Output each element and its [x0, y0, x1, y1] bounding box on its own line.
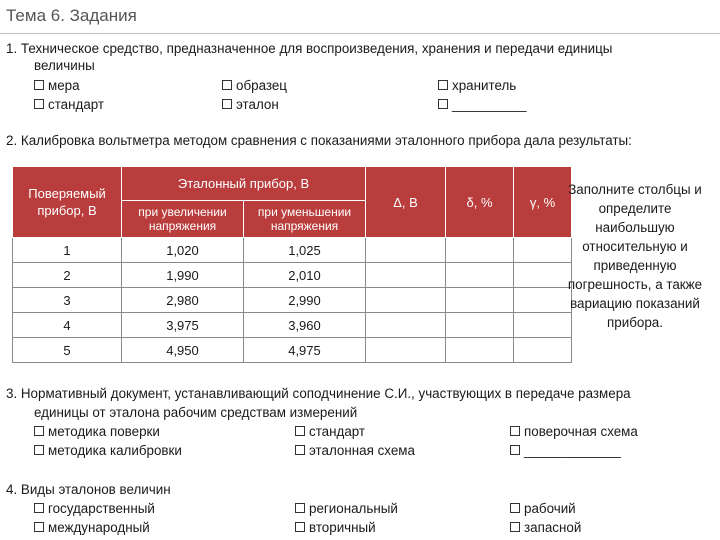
- q1-text-line2: величины: [34, 58, 95, 73]
- cell-decrease: 2,990: [244, 288, 366, 313]
- checkbox-icon: [34, 503, 44, 513]
- page-title: Тема 6. Задания: [6, 6, 137, 25]
- q1-text-line1: 1. Техническое средство, предназначенное для воспроизведения, хранения и передачи единицы: [6, 41, 613, 56]
- cell-decrease: 4,975: [244, 338, 366, 363]
- answer-cell[interactable]: [446, 263, 514, 288]
- q4-option-5[interactable]: вторичный: [295, 519, 376, 536]
- checkbox-icon: [510, 426, 520, 436]
- table-row: [13, 288, 572, 313]
- q4-text: 4. Виды эталонов величин: [6, 482, 171, 497]
- q1-option-6[interactable]: __________: [438, 96, 526, 113]
- answer-cell[interactable]: [514, 338, 572, 363]
- cell-checked: 2: [13, 263, 122, 288]
- answer-cell[interactable]: [366, 313, 446, 338]
- cell-decrease: 1,025: [244, 238, 366, 263]
- cell-increase: 4,950: [122, 338, 244, 363]
- q3-option-4[interactable]: методика калибровки: [34, 442, 182, 459]
- answer-cell[interactable]: [446, 313, 514, 338]
- task-instructions: Заполните столбцы и определите наибольшую относительную и приведенную погрешность, а также вариацию показаний прибора.: [567, 182, 703, 330]
- checkbox-icon: [34, 99, 44, 109]
- answer-cell[interactable]: [366, 263, 446, 288]
- checkbox-icon: [510, 522, 520, 532]
- checkbox-icon: [438, 80, 448, 90]
- checkbox-icon: [295, 426, 305, 436]
- q4-option-2[interactable]: региональный: [295, 500, 398, 517]
- header-decrease: при уменьшении напряжения: [244, 201, 366, 238]
- q3-option-3[interactable]: поверочная схема: [510, 423, 638, 440]
- q4-option-1[interactable]: государственный: [34, 500, 155, 517]
- checkbox-icon: [295, 503, 305, 513]
- q1-option-2[interactable]: образец: [222, 77, 287, 94]
- q1-option-4[interactable]: стандарт: [34, 96, 104, 113]
- calibration-table: [12, 166, 572, 363]
- answer-cell[interactable]: [446, 338, 514, 363]
- q3-text-line2: единицы от эталона рабочим средствам измерений: [34, 405, 358, 420]
- table-row: [13, 238, 572, 263]
- header-checked-device: Поверяемый прибор, В: [13, 167, 122, 238]
- q1-option-3[interactable]: хранитель: [438, 77, 516, 94]
- table-row: [13, 313, 572, 338]
- checkbox-icon: [222, 80, 232, 90]
- q3-text-line1: 3. Нормативный документ, устанавливающий соподчинение С.И., участвующих в передаче размера: [6, 386, 631, 401]
- cell-increase: 1,990: [122, 263, 244, 288]
- q1-option-1[interactable]: мера: [34, 77, 80, 94]
- cell-increase: 3,975: [122, 313, 244, 338]
- cell-decrease: 2,010: [244, 263, 366, 288]
- q1-option-5[interactable]: эталон: [222, 96, 279, 113]
- q4-option-4[interactable]: международный: [34, 519, 150, 536]
- q2-text: 2. Калибровка вольтметра методом сравнения с показаниями эталонного прибора дала результаты:: [6, 133, 632, 148]
- table-row: [13, 263, 572, 288]
- answer-cell[interactable]: [446, 238, 514, 263]
- checkbox-icon: [34, 445, 44, 455]
- checkbox-icon: [438, 99, 448, 109]
- cell-checked: 5: [13, 338, 122, 363]
- checkbox-icon: [510, 503, 520, 513]
- q4-option-3[interactable]: рабочий: [510, 500, 576, 517]
- checkbox-icon: [34, 80, 44, 90]
- q3-option-1[interactable]: методика поверки: [34, 423, 160, 440]
- header-reduced-error: γ, %: [514, 167, 572, 238]
- checkbox-icon: [34, 426, 44, 436]
- cell-checked: 1: [13, 238, 122, 263]
- answer-cell[interactable]: [446, 288, 514, 313]
- cell-increase: 2,980: [122, 288, 244, 313]
- cell-checked: 3: [13, 288, 122, 313]
- cell-decrease: 3,960: [244, 313, 366, 338]
- cell-increase: 1,020: [122, 238, 244, 263]
- answer-cell[interactable]: [366, 238, 446, 263]
- q3-option-5[interactable]: эталонная схема: [295, 442, 415, 459]
- cell-checked: 4: [13, 313, 122, 338]
- answer-cell[interactable]: [366, 338, 446, 363]
- checkbox-icon: [34, 522, 44, 532]
- checkbox-icon: [222, 99, 232, 109]
- title-divider: [0, 33, 720, 34]
- checkbox-icon: [295, 445, 305, 455]
- header-reference-device: Эталонный прибор, В: [122, 167, 366, 201]
- q4-option-6[interactable]: запасной: [510, 519, 581, 536]
- checkbox-icon: [510, 445, 520, 455]
- header-absolute-error: Δ, В: [366, 167, 446, 238]
- q3-option-6[interactable]: _____________: [510, 442, 621, 459]
- answer-cell[interactable]: [366, 288, 446, 313]
- checkbox-icon: [295, 522, 305, 532]
- table-row: [13, 338, 572, 363]
- q3-option-2[interactable]: стандарт: [295, 423, 365, 440]
- header-increase: при увеличении напряжения: [122, 201, 244, 238]
- header-relative-error: δ, %: [446, 167, 514, 238]
